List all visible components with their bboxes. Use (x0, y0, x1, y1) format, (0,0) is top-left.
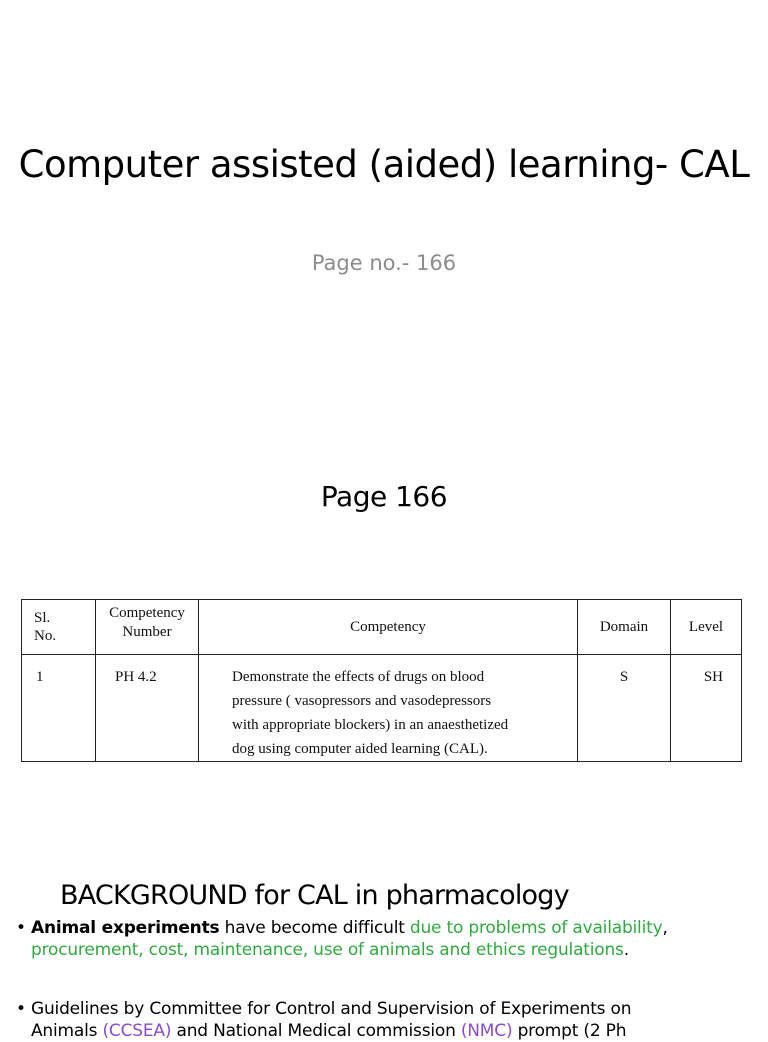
header-domain: Domain (578, 600, 671, 655)
highlight-text-green: procurement, cost, maintenance, use of animals and ethics regulations (31, 940, 624, 960)
page-heading: Page 166 (320, 480, 448, 513)
header-sl-line1: Sl. (34, 610, 51, 626)
bullet-line-end: prompt (2 Ph (512, 1021, 627, 1041)
competency-line: pressure ( vasopressors and vasodepressors (232, 693, 492, 709)
header-number-line2: Number (122, 624, 172, 640)
competency-line: dog using computer aided learning (CAL). (232, 741, 488, 757)
cell-level: SH (671, 655, 742, 762)
slide-subtitle: Page no.- 166 (311, 251, 457, 275)
bullet-line-start: Animals (31, 1021, 103, 1041)
bullet-text (31, 917, 756, 961)
cell-competency-number: PH 4.2 (96, 655, 199, 762)
bullet-text (31, 998, 756, 1042)
highlight-text-purple: (CCSEA) (102, 1021, 172, 1041)
bullet-line-mid: and National Medical commission (171, 1021, 461, 1041)
bullet-line: Guidelines by Committee for Control and Supervision of Experiments on (31, 999, 632, 1019)
bullet-dot: • (16, 999, 26, 1019)
slide-title: Computer assisted (aided) learning- CAL (18, 143, 750, 186)
table-header-row (22, 600, 742, 655)
bold-term: Animal experiments (31, 918, 220, 938)
background-heading: BACKGROUND for CAL in pharmacology (60, 880, 569, 911)
cell-competency (199, 655, 578, 762)
header-competency-number (96, 600, 199, 655)
header-sl-line2: No. (34, 628, 57, 644)
competency-table (21, 599, 742, 762)
cell-domain: S (578, 655, 671, 762)
competency-line: with appropriate blockers) in an anaesthetized (232, 717, 509, 733)
bullet-animal-experiments (16, 917, 756, 961)
header-level: Level (671, 600, 742, 655)
bullet-dot: • (16, 918, 26, 938)
period: . (623, 940, 629, 960)
cell-sl-no: 1 (22, 655, 96, 762)
table-row (22, 655, 742, 762)
comma: , (662, 918, 668, 938)
highlight-text-purple: (NMC) (460, 1021, 513, 1041)
header-competency: Competency (199, 600, 578, 655)
highlight-text-green: due to problems of availability (409, 918, 663, 938)
bullet-guidelines (16, 998, 756, 1042)
header-sl-no (22, 600, 96, 655)
bullet-plain-text: have become difficult (219, 918, 410, 938)
competency-line: Demonstrate the effects of drugs on blood (232, 669, 485, 685)
header-number-line1: Competency (109, 605, 185, 621)
